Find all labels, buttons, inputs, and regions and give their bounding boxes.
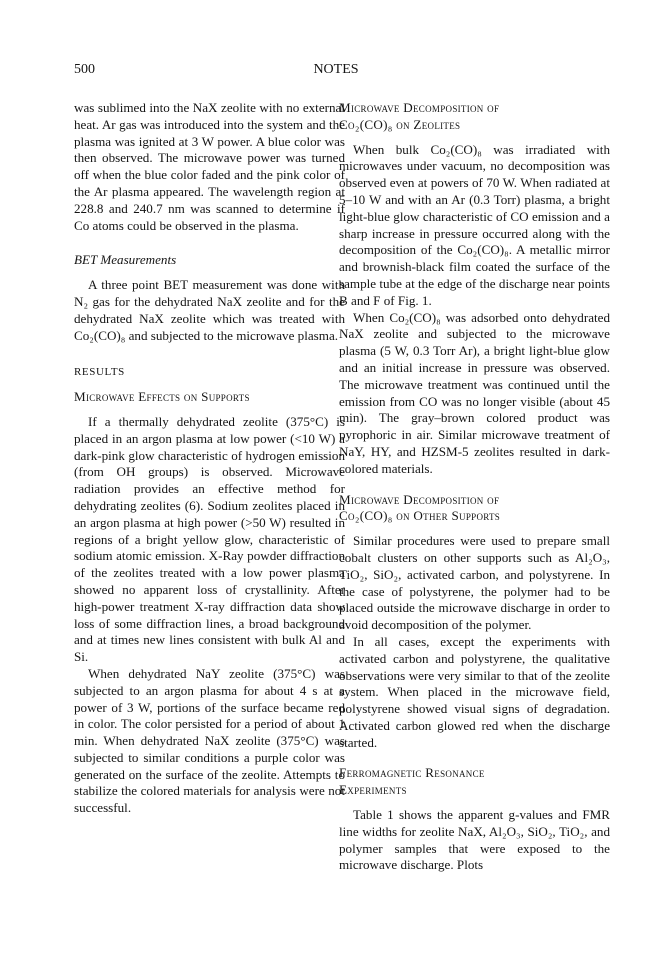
paragraph: Table 1 shows the apparent g-values and FMR line widths for zeolite NaX, Al₂O₃, SiO₂, TiO₂, and polymer samples that were exposed to the microwave discharge. Plots (339, 807, 610, 873)
subsection-heading-zeolites: Microwave Decomposition of (339, 100, 500, 115)
subsection-heading-zeolites-line2: Co₂(CO)₈ on Zeolites (339, 116, 461, 132)
paragraph: was sublimed into the NaX zeolite with no external heat. Ar gas was introduced into the system and the plasma was ignited at 3 W power. A blue color was then observed. The microwave power was turned off when the blue color faded and the pink color of the Ar plasma appeared. The wavelength region at 228.8 and 240.7 nm was scanned to determine if Co atoms could be observed in the plasma. (74, 100, 345, 233)
paragraph: If a thermally dehydrated zeolite (375°C) is placed in an argon plasma at low power (<10 W) a dark-pink glow characteristic of hydrogen emission (from OH groups) is observed. Microwave radiation provides an effective method for dehydrating zeolites (6). Sodium zeolites placed in an argon plasma at high power (>50 W) resulted in regions of a bright yellow glow, characteristic of sodium atomic emission. X-Ray powder diffraction of the zeolites treated with a low power plasma showed no apparent loss of crystallinity. After high-power treatment X-ray diffraction data show loss of some diffraction lines, a broad background and at times new lines consistent with bulk Al and Si. (74, 413, 345, 665)
paragraph: When dehydrated NaY zeolite (375°C) was subjected to an argon plasma for about 4 s at a power of 3 W, portions of the surface became red in color. The color persisted for a period of about 1 min. When dehydrated NaX zeolite (375°C) was subjected to similar conditions a purple color was generated on the surface of the zeolite. Attempts to stabilize the colored materials for analysis were not successful. (74, 665, 345, 816)
left-column (74, 100, 345, 817)
subsection-heading-fmr-line2: Experiments (339, 782, 407, 798)
subsection-heading-other-supports: Microwave Decomposition of (339, 491, 500, 507)
running-head: NOTES (313, 62, 359, 77)
section-heading-results: RESULTS (74, 366, 125, 379)
paragraph: A three point BET measurement was done with N₂ gas for the dehydrated NaX zeolite and for the dehydrated NaX zeolite which was treated with Co₂(CO)₈ and subjected to the microwave plasma. (74, 277, 345, 343)
subsection-heading-fmr: Ferromagnetic Resonance (339, 765, 485, 781)
paragraph: When Co₂(CO)₈ was adsorbed onto dehydrated NaX zeolite and subjected to the microwave plasma (5 W, 0.3 Torr Ar), a bright light-blue glow and an initial increase in pressure was observed. The microwave treatment was continued until the emission from CO was no longer visible (about 45 min). The gray–brown colored product was pyrophoric in air. Similar microwave treatment of NaY, HY, and HZSM-5 zeolites resulted in dark-colored materials. (339, 309, 610, 476)
page-number: 500 (74, 62, 95, 77)
paragraph: In all cases, except the experiments with activated carbon and polystyrene, the qualitative observations were very similar to that of the zeolite system. When placed in the microwave field, polystyrene showed visual signs of degradation. Activated carbon glowed red when the discharge started. (339, 633, 610, 750)
paragraph: When bulk Co₂(CO)₈ was irradiated with microwaves under vacuum, no decomposition was observed even at powers of 70 W. When radiated at 5–10 W and with an Ar (0.3 Torr) plasma, a bright light-blue glow characteristic of CO emission and a sharp increase in pressure occurred along with the decomposition of the Co₂(CO)₈. A metallic mirror and brownish-black film coated the surface of the sample tube at the edge of the discharge near points B and F of Fig. 1. (339, 141, 610, 308)
right-column (339, 100, 610, 874)
section-heading-bet: BET Measurements (74, 252, 177, 268)
paragraph: Similar procedures were used to prepare small cobalt clusters on other supports such as Al₂O₃, TiO₂, SiO₂, activated carbon, and polystyrene. In the case of polystyrene, the polymer had to be placed outside the microwave discharge in order to avoid decomposition of the polymer. (339, 533, 610, 633)
subsection-heading-mw-supports: Microwave Effects on Supports (74, 389, 250, 405)
subsection-heading-other-supports-line2: Co₂(CO)₈ on Other Supports (339, 508, 501, 524)
